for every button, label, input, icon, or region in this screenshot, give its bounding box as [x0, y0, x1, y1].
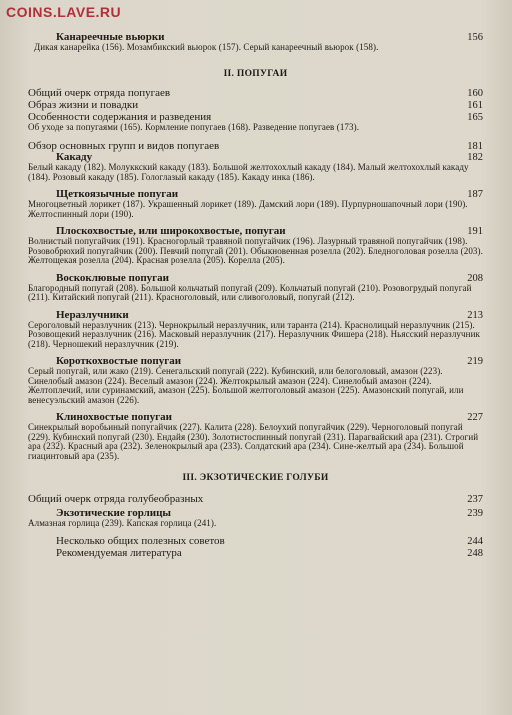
toc-entry-page: 156 [467, 32, 483, 43]
toc-entry-page: 213 [467, 309, 483, 321]
toc-entry-title: Плоскохвостые, или широкохвостые, попугаи [56, 225, 286, 237]
toc-entry-title: Обзор основных групп и видов попугаев [28, 140, 220, 152]
toc-entry-page: 237 [467, 494, 483, 505]
toc-subentry: Серый попугай, или жако (219). Сенегальский попугай (222). Кубинский, или белоголовый, амазон (223). Синелобый амазон (224). Веселый амазон (224). Желтокрылый амазон (224). Синелобый амазон (224). Желтоплечий, или суринамский, амазон (225). Большой желтоголовый амазон (225). Амазонский попугай, или венесуэльский амазон (226). [28, 366, 464, 405]
section-heading: III. ЭКЗОТИЧЕСКИЕ ГОЛУБИ [182, 473, 329, 483]
toc-subentry: Многоцветный лорикет (187). Украшенный лорикет (189). Дамский лори (189). Пурпурношапочный лори (190). Желтоспинный лори (190). [28, 199, 468, 219]
toc-entry-title: Особенности содержания и разведения [28, 110, 212, 123]
toc-subentry: Сероголовый неразлучник (213). Чернокрылый неразлучник, или таранта (214). Краснолицый неразлучник (215). Розовощекий неразлучник (216). Масковый неразлучник (217). Неразлучник Фишера (218). Ньясский неразлучник (218). Черношекий неразлучник (219). [28, 319, 480, 349]
toc-entry-page: 239 [467, 508, 483, 519]
toc-entry-title: Несколько общих полезных советов [56, 534, 225, 547]
toc-entry-title: Экзотические горлицы [56, 507, 172, 519]
toc-entry-title: Рекомендуемая литература [56, 546, 182, 559]
toc-entry-page: 208 [467, 272, 483, 284]
toc-entry [28, 87, 483, 99]
toc-entry-page: 227 [467, 412, 483, 423]
toc-entry [28, 547, 483, 559]
toc-entry [28, 310, 483, 321]
toc-entry [28, 273, 483, 284]
watermark: COINS.LAVE.RU [6, 4, 122, 20]
toc-entry-page: 191 [467, 226, 483, 237]
toc-subentry: Синекрылый воробьиный попугайчик (227). Калита (228). Белоухий попугайчик (229). Черноголовый попугай (229). Кубинский попугай (230). Ендайя (230). Золотистоспинный попугай (231). Парагвайский ара (231). Строгий ара (232). Красный ара (232). Зеленокрылый ара (233). Солдатский ара (234). Сине-желтый ара (234). Большой гиацинтовый ара (235). [28, 422, 479, 461]
toc-entry-title: Короткохвостые попугаи [56, 355, 182, 367]
toc-entry [28, 493, 483, 505]
toc-entry [28, 535, 483, 547]
toc-entry-title: Общий очерк отряда голубеобразных [28, 493, 204, 505]
toc-entry-title: Щеткоязычные попугаи [56, 188, 179, 200]
toc-entry [28, 140, 483, 152]
toc-entry-page: 244 [467, 535, 483, 547]
toc-subentry: Об уходе за попугаями (165). Кормление попугаев (168). Разведение попугаев (173). [28, 121, 360, 132]
toc-subentry: Алмазная горлица (239). Капская горлица (241). [28, 518, 217, 528]
toc-entry-title: Какаду [56, 151, 93, 163]
toc-entry [28, 99, 483, 111]
toc-subentry: Белый какаду (182). Молуккский какаду (183). Большой желтохохлый какаду (184). Малый желтохохлый какаду (184). Розовый какаду (185). Гологлазый какаду (185). Какаду инка (186). [28, 162, 469, 182]
toc-subentry: Волнистый попугайчик (191). Красногорлый травяной попугайчик (196). Лазурный травяной попугайчик (198). Розовобрюхий попугайчик (200). Певчий попугай (201). Обыкновенная розелла (202). Бледноголовая розелла (203). Желтощекая розелла (204). Красная розелла (205). Корелла (205). [28, 236, 483, 265]
toc-entry-title: Канареечные вьюрки [56, 31, 165, 43]
toc-entry [28, 111, 483, 123]
toc-entry-title: Общий очерк отряда попугаев [28, 86, 171, 99]
toc-entry-page: 248 [467, 547, 483, 559]
toc-entry-page: 187 [467, 189, 483, 200]
toc-entry-page: 219 [467, 356, 483, 367]
toc-entry-title: Образ жизни и повадки [28, 98, 139, 111]
toc-entry-title: Воскоклювые попугаи [56, 271, 169, 284]
toc-entry-page: 165 [467, 111, 483, 123]
toc-subentry: Благородный попугай (208). Большой кольчатый попугай (209). Кольчатый попугай (210). Розовогрудый попугай (211). Китайский попугай (211). Красноголовый, или сливоголовый, попугай (212). [28, 282, 472, 302]
toc-entry-page: 160 [467, 87, 483, 99]
toc-subentry: Дикая канарейка (156). Мозамбикский вьюрок (157). Серый канареечный вьюрок (158). [34, 42, 379, 52]
toc-entry-page: 182 [467, 152, 483, 163]
toc-entry-title: Неразлучники [56, 308, 129, 321]
toc-entry-page: 181 [467, 141, 483, 152]
toc-entry-page: 161 [467, 99, 483, 111]
section-heading: II. ПОПУГАИ [223, 68, 288, 79]
table-of-contents [28, 28, 483, 559]
toc-entry-title: Клинохвостые попугаи [56, 411, 172, 423]
